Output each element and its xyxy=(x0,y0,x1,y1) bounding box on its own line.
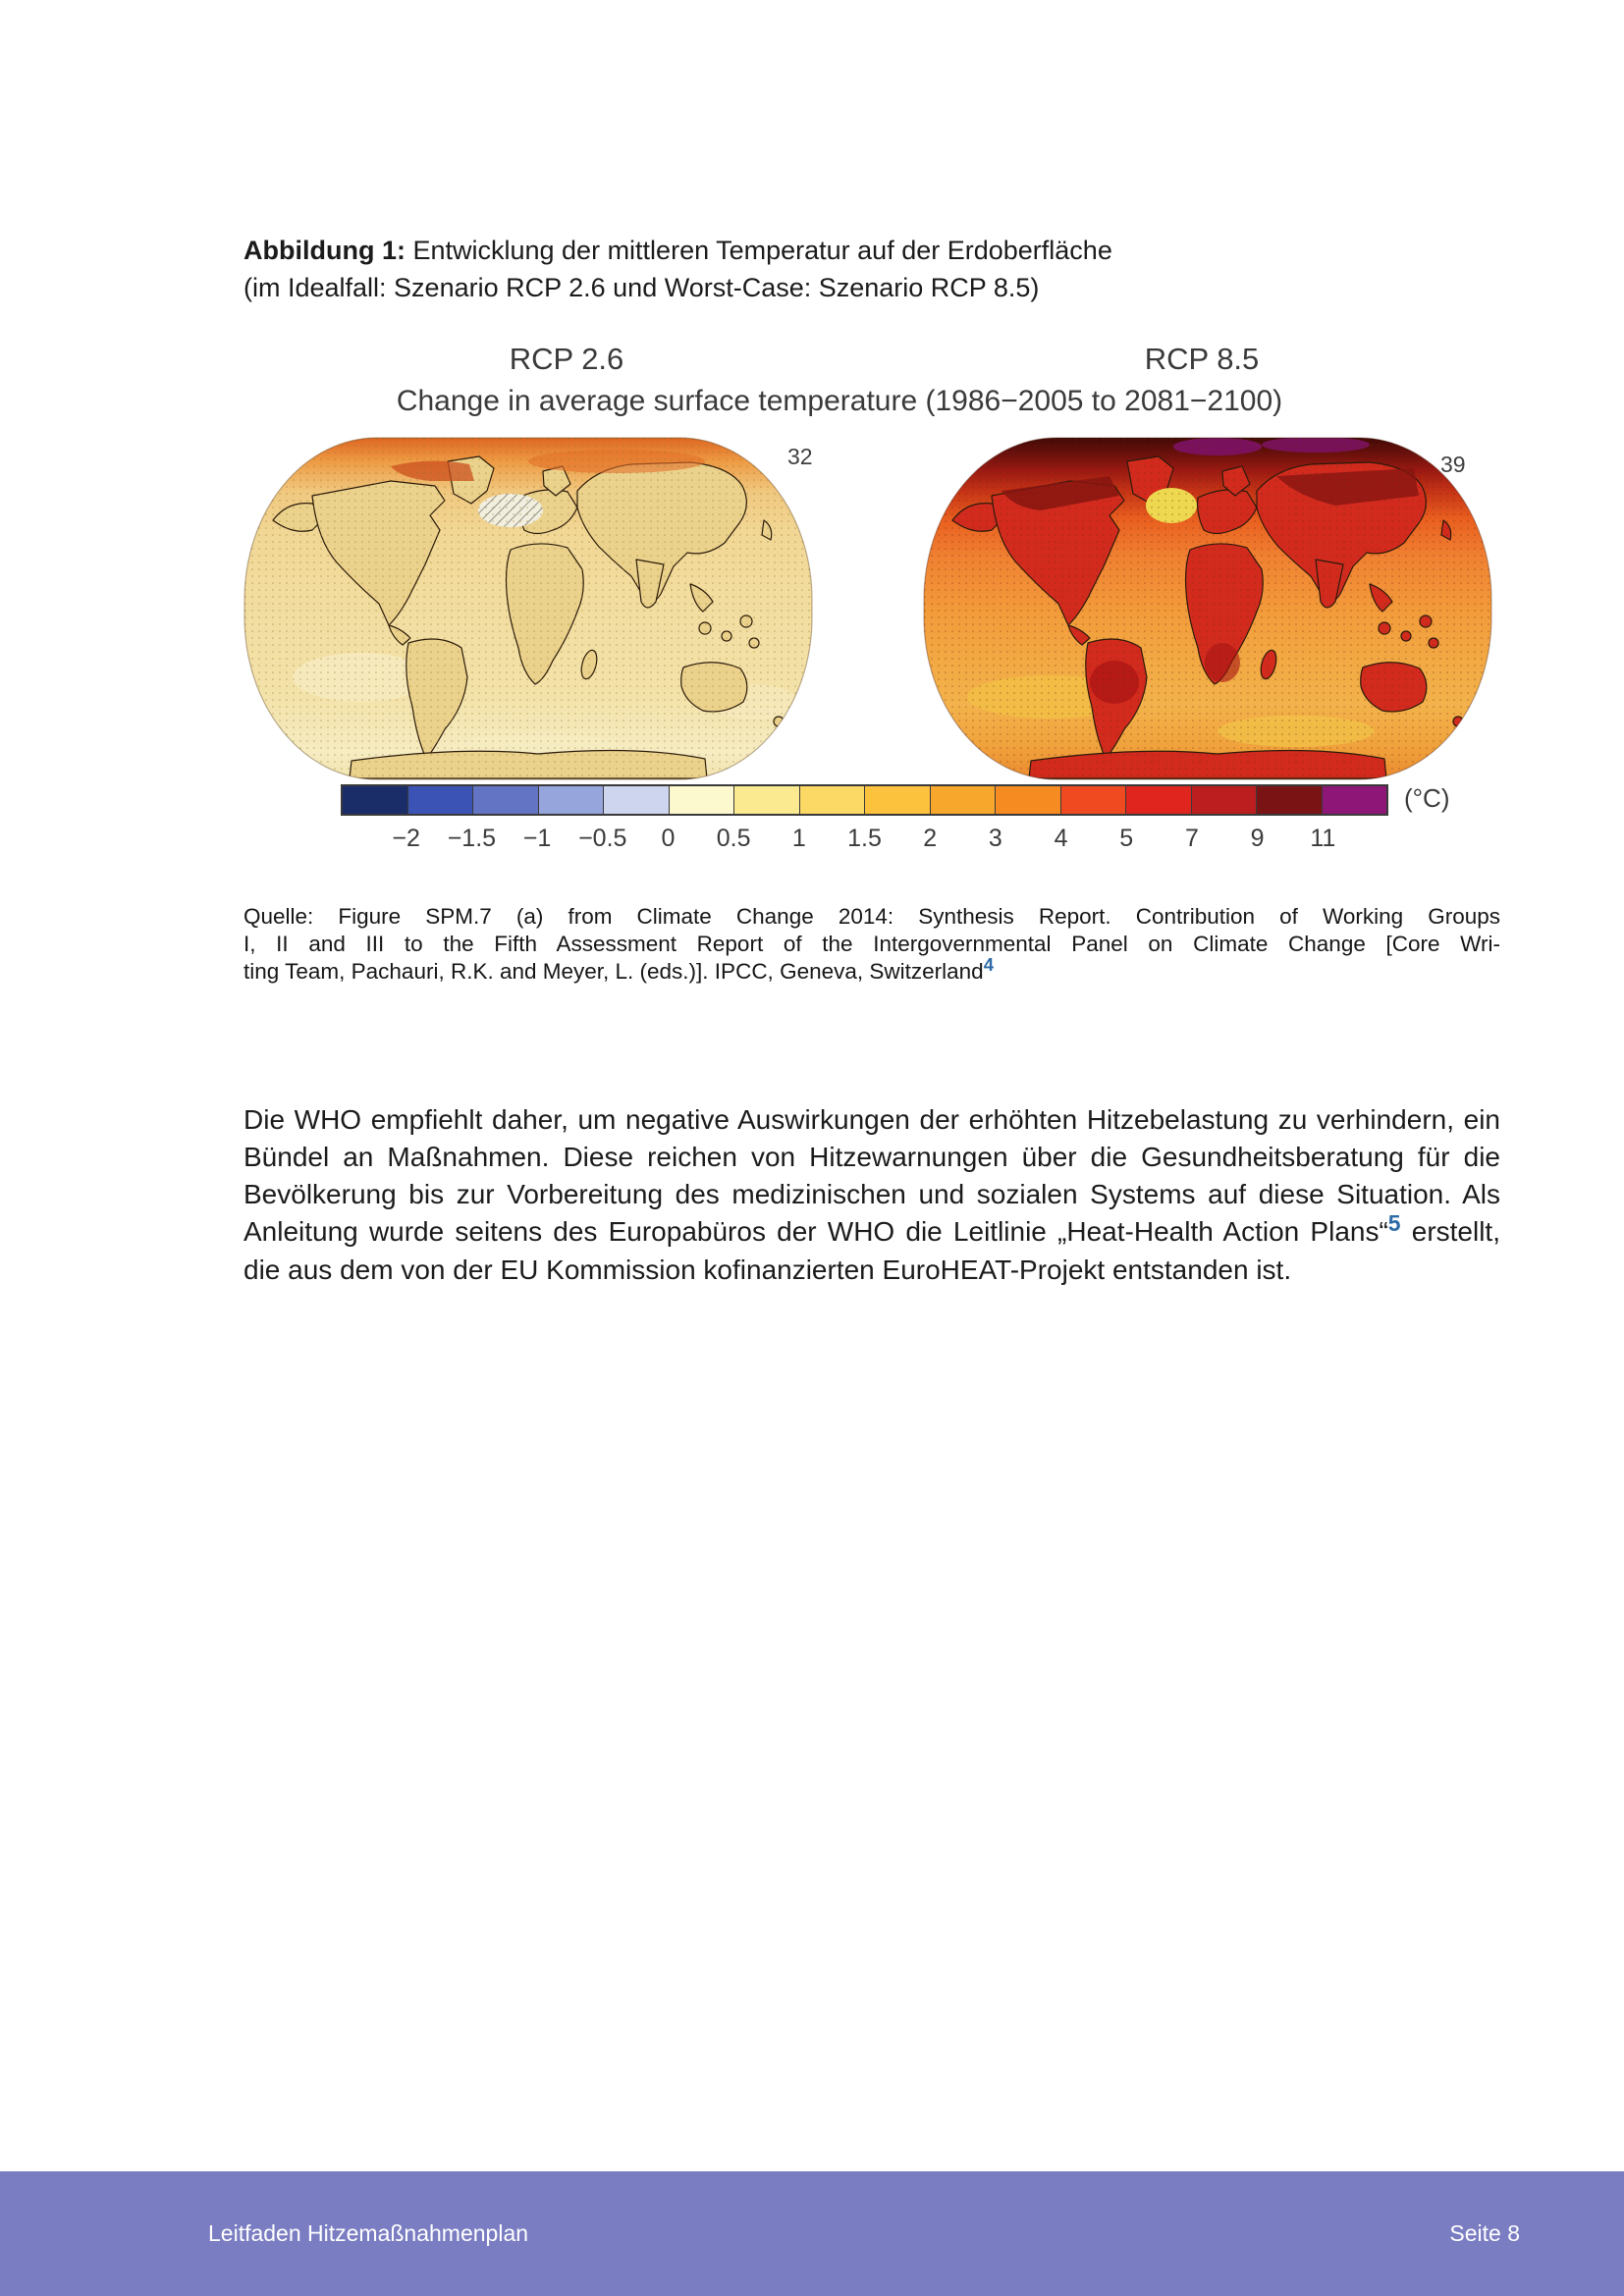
colorbar-cell xyxy=(864,786,930,814)
colorbar-unit-label: (°C) xyxy=(1404,783,1450,813)
world-map-rcp85 xyxy=(923,437,1492,780)
footer-document-title: Leitfaden Hitzemaßnahmenplan xyxy=(208,2220,529,2246)
colorbar-cell xyxy=(930,786,996,814)
colorbar-cell xyxy=(1060,786,1126,814)
figure-caption xyxy=(244,232,1510,306)
colorbar-tick-label: 2 xyxy=(923,825,938,852)
colorbar-tick-label: −2 xyxy=(392,825,420,852)
colorbar-cell xyxy=(1125,786,1191,814)
source-line-text: ting Team, Pachauri, R.K. and Meyer, L. (eds.)]. IPCC, Geneva, Switzerland xyxy=(244,959,984,984)
colorbar-tick-label: 1.5 xyxy=(847,825,882,852)
colorbar-cell xyxy=(407,786,473,814)
colorbar-tick-label: 9 xyxy=(1250,825,1265,852)
colorbar-tick-label: 11 xyxy=(1310,825,1336,852)
colorbar-cell xyxy=(343,786,407,814)
colorbar-tick-label: 1 xyxy=(791,825,806,852)
source-line xyxy=(244,953,1500,987)
colorbar-cell xyxy=(1191,786,1257,814)
climate-map-figure xyxy=(167,334,1512,869)
footnote-marker-4: 4 xyxy=(983,953,994,975)
source-line: Quelle: Figure SPM.7 (a) from Climate Change 2014: Synthesis Report. Contribution of Working Groups xyxy=(244,904,1500,929)
colorbar-tick-label: 7 xyxy=(1184,825,1199,852)
colorbar-tick-label: −1.5 xyxy=(447,825,497,852)
colorbar-ticks xyxy=(341,825,1388,856)
colorbar-cell xyxy=(472,786,538,814)
colorbar-cell xyxy=(538,786,604,814)
page-footer xyxy=(0,2171,1624,2296)
figure-caption-line2: (im Idealfall: Szenario RCP 2.6 und Worst-Case: Szenario RCP 8.5) xyxy=(244,273,1040,302)
colorbar-cell xyxy=(669,786,734,814)
colorbar-cell xyxy=(799,786,865,814)
colorbar-tick-label: 0 xyxy=(661,825,676,852)
stipple-overlay xyxy=(244,437,813,780)
colorbar-tick-label: 4 xyxy=(1054,825,1068,852)
world-map-rcp85-svg xyxy=(923,437,1492,780)
colorbar-cell xyxy=(995,786,1060,814)
colorbar-cell xyxy=(733,786,799,814)
figure-caption-line1: Entwicklung der mittleren Temperatur auf der Erdoberfläche xyxy=(405,236,1112,265)
world-map-rcp26 xyxy=(244,437,813,780)
stipple-overlay xyxy=(923,437,1492,780)
colorbar-tick-label: 3 xyxy=(988,825,1002,852)
map-title-rcp85: RCP 8.5 xyxy=(1144,342,1260,376)
body-text-part2: erstellt, die aus dem von der EU Kommission kofinanzierten EuroHEAT-Projekt entstanden ist. xyxy=(244,1216,1500,1285)
colorbar-cell xyxy=(1256,786,1322,814)
body-text-part1: Die WHO empfiehlt daher, um negative Auswirkungen der erhöhten Hitzebelastung zu verhindern, ein Bündel an Maßnahmen. Diese reichen von Hitzewarnungen über die Gesundheitsberatung für die Bevölkerung bis zur Vorbereitung des medizinischen und sozialen Systems auf diese Situation. Als Anleitung wurde seitens des Europabüros der WHO die Leitlinie „Heat-Health Action Plans“ xyxy=(244,1104,1500,1247)
colorbar-cell xyxy=(603,786,669,814)
model-count-rcp85: 39 xyxy=(1440,452,1466,477)
map-title-rcp26: RCP 2.6 xyxy=(509,342,624,376)
source-citation xyxy=(244,903,1500,987)
colorbar-tick-label: −1 xyxy=(522,825,552,852)
footer-page-number: Seite 8 xyxy=(1449,2220,1520,2246)
colorbar-cell xyxy=(1322,786,1387,814)
colorbar xyxy=(341,784,1388,816)
colorbar-tick-label: −0.5 xyxy=(578,825,627,852)
figure-caption-label: Abbildung 1: xyxy=(244,236,406,265)
colorbar-tick-label: 0.5 xyxy=(716,825,751,852)
figure-subtitle: Change in average surface temperature (1986−2005 to 2081−2100) xyxy=(396,385,1283,417)
body-paragraph xyxy=(244,1101,1500,1289)
model-count-rcp26: 32 xyxy=(787,444,813,469)
footnote-marker-5: 5 xyxy=(1387,1209,1401,1236)
source-line: I, II and III to the Fifth Assessment Report of the Intergovernmental Panel on Climate Change [Core Wri- xyxy=(244,932,1500,956)
world-map-rcp26-svg xyxy=(244,437,813,780)
colorbar-tick-label: 5 xyxy=(1119,825,1134,852)
